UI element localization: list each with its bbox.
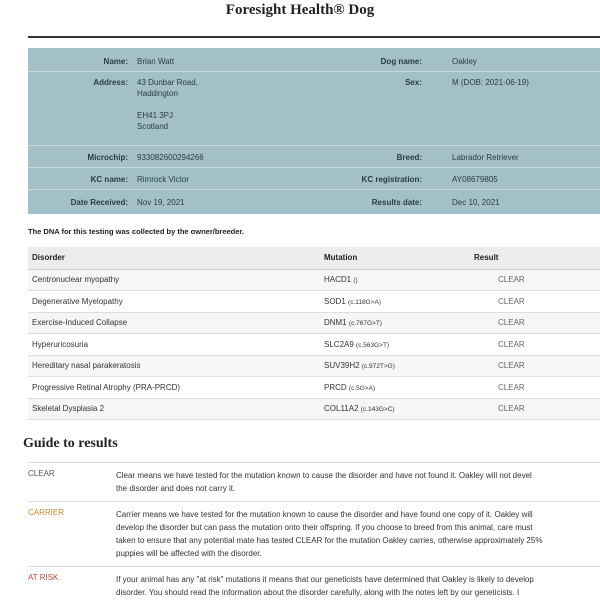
owner-name: Brian Watt	[137, 57, 175, 66]
disorder-cell: Degenerative Myelopathy	[28, 291, 320, 313]
guide-line: the disorder and does not carry it.	[116, 484, 236, 493]
disorder-cell: Exercise-Induced Collapse	[28, 312, 320, 334]
table-row	[28, 312, 600, 334]
guide-line: develop the disorder but can pass the mutation onto their offspring. If you choose to breed from this animal, care must	[116, 523, 533, 532]
gene-name: SLC2A9	[324, 339, 354, 349]
gene-name: HACD1	[324, 275, 352, 285]
guide-item-carrier	[28, 501, 600, 566]
guide-line: disorder. You should read the information about the disorder carefully, along with the notes left by our geneticists. I	[116, 588, 520, 597]
guide-list	[28, 462, 600, 600]
variant-code: (c.5G>A)	[348, 384, 376, 392]
result-cell: CLEAR	[470, 312, 600, 334]
gene-name: COL11A2	[324, 404, 359, 414]
disorder-cell: Skeletal Dysplasia 2	[28, 398, 320, 420]
table-row	[28, 291, 600, 313]
results-date-label: Results date:	[371, 198, 422, 207]
guide-line: puppies will be affected with the disorder.	[116, 549, 262, 558]
variant-code: (c.767G>T)	[348, 320, 382, 328]
guide-line: If your animal has any "at risk" mutations it means that our geneticists have determined that Oakley is likely to develop	[116, 575, 534, 584]
gene-name: DNM1	[324, 318, 347, 328]
guide-description	[116, 567, 600, 600]
date-received-label: Date Received:	[70, 198, 128, 207]
guide-item-clear	[28, 462, 600, 501]
gene-name: SOD1	[324, 296, 346, 306]
disorder-cell: Hyperuricosuria	[28, 334, 320, 356]
disorder-cell: Hereditary nasal parakeratosis	[28, 355, 320, 377]
mutation-cell	[320, 291, 470, 313]
mutation-cell	[320, 398, 470, 420]
address-line: EH41 3PJ	[137, 111, 174, 120]
result-cell: CLEAR	[470, 377, 600, 399]
info-row-kc	[28, 168, 600, 190]
results-date-value: Dec 10, 2021	[452, 198, 500, 207]
header-disorder: Disorder	[28, 247, 320, 269]
address-label: Address:	[93, 78, 128, 87]
breed-label: Breed:	[396, 153, 422, 162]
table-row	[28, 355, 600, 377]
sex-value: M (DOB: 2021-06-19)	[452, 78, 529, 87]
result-cell: CLEAR	[470, 269, 600, 291]
header-mutation: Mutation	[320, 247, 470, 269]
address-line: 43 Dunbar Road,	[137, 78, 198, 87]
guide-line: Carrier means we have tested for the mutation known to cause the disorder and have found one copy of it. Oakley will	[116, 510, 533, 519]
result-cell: CLEAR	[470, 291, 600, 313]
results-table	[28, 247, 600, 420]
name-label: Name:	[103, 57, 128, 66]
result-cell: CLEAR	[470, 334, 600, 356]
info-row-name	[28, 48, 600, 72]
info-row-microchip	[28, 146, 600, 168]
variant-code: (c.143G>C)	[360, 406, 395, 414]
date-received-value: Nov 19, 2021	[137, 198, 185, 207]
info-panel	[28, 48, 600, 214]
variant-code: (c.563G>T)	[356, 341, 390, 349]
guide-line: Clear means we have tested for the mutation known to cause the disorder and have not found it. Oakley will not devel	[116, 471, 532, 480]
info-row-address	[28, 72, 600, 146]
kc-name-value: Rimrock Victor	[137, 175, 189, 184]
disorder-cell: Progressive Retinal Atrophy (PRA-PRCD)	[28, 377, 320, 399]
header-result: Result	[470, 247, 600, 269]
kc-registration-label: KC registration:	[361, 175, 422, 184]
title-divider	[28, 36, 600, 38]
guide-title: Guide to results	[23, 436, 118, 451]
mutation-cell	[320, 355, 470, 377]
report-title: Foresight Health® Dog	[225, 2, 375, 18]
table-row	[28, 377, 600, 399]
guide-term: CARRIER	[28, 508, 65, 517]
table-row	[28, 334, 600, 356]
result-cell: CLEAR	[470, 355, 600, 377]
breed-value: Labrador Retriever	[452, 153, 519, 162]
address-block	[137, 77, 198, 132]
dog-name: Oakley	[452, 57, 477, 66]
mutation-cell	[320, 377, 470, 399]
microchip-label: Microchip:	[87, 153, 128, 162]
microchip-value: 933082600294266	[137, 153, 204, 162]
guide-description	[116, 463, 600, 501]
sex-label: Sex:	[405, 78, 422, 87]
mutation-cell	[320, 334, 470, 356]
gene-name: SUV39H2	[324, 361, 360, 371]
dog-name-label: Dog name:	[380, 57, 422, 66]
variant-code: (c.118G>A)	[348, 298, 381, 306]
address-line	[137, 99, 198, 110]
table-row	[28, 269, 600, 291]
mutation-cell	[320, 269, 470, 291]
guide-item-at-risk	[28, 566, 600, 600]
result-cell: CLEAR	[470, 398, 600, 420]
address-line: Scotland	[137, 122, 169, 131]
disorder-cell: Centronuclear myopathy	[28, 269, 320, 291]
variant-code: ()	[353, 277, 358, 285]
guide-description	[116, 502, 600, 566]
guide-line: taken to ensure that any potential mate has tested CLEAR for the mutation Oakley carries, otherwise approximately 25%	[116, 536, 543, 545]
table-header-row	[28, 247, 600, 269]
info-row-dates	[28, 190, 600, 214]
dna-collection-note: The DNA for this testing was collected by the owner/breeder.	[28, 227, 245, 236]
gene-name: PRCD	[324, 382, 347, 392]
variant-code: (c.972T>G)	[361, 363, 395, 371]
kc-name-label: KC name:	[90, 175, 128, 184]
guide-term: AT RISK	[28, 573, 59, 582]
table-row	[28, 398, 600, 420]
kc-registration-value: AY08679805	[452, 175, 498, 184]
mutation-cell	[320, 312, 470, 334]
guide-term: CLEAR	[28, 469, 55, 478]
address-line: Haddington	[137, 89, 178, 98]
